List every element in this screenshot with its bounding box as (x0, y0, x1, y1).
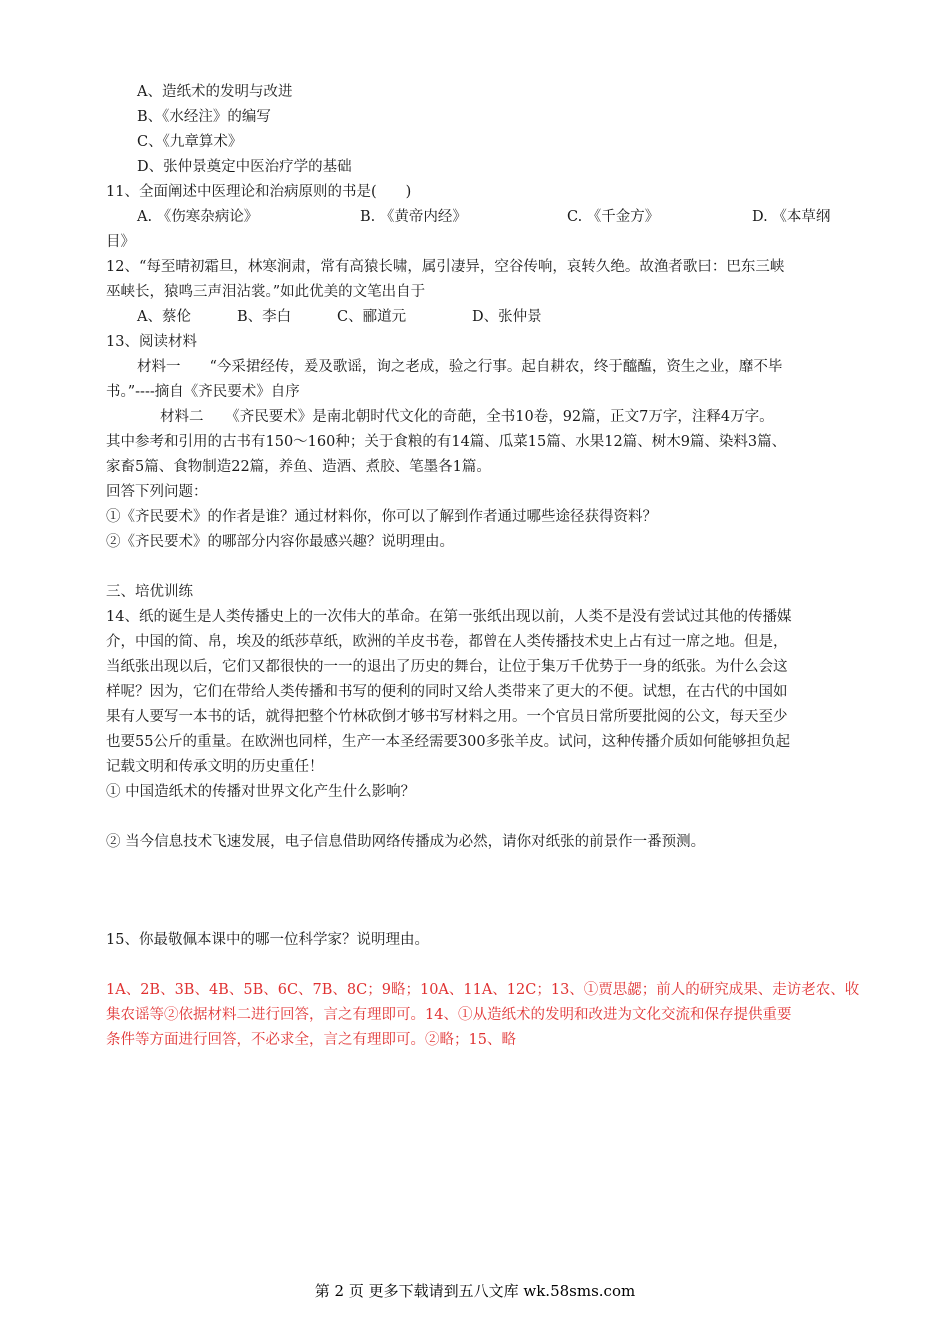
q14-line: 也要55公斤的重量。在欧洲也同样，生产一本圣经需要300多张羊皮。试问，这种传播介质如何能够担负起 (106, 734, 791, 750)
q14-line: 介，中国的简、帛，埃及的纸莎草纸，欧洲的羊皮书卷，都曾在人类传播技术史上占有过一席之地。但是， (106, 634, 788, 650)
q14-line: 样呢？因为，它们在带给人类传播和书写的便利的同时又给人类带来了更大的不便。试想，在古代的中国如 (106, 684, 788, 700)
q14-line: 记载文明和传承文明的历史重任！ (106, 759, 324, 775)
q12-line: 12、“每至晴初霜旦，林寒涧肃，常有高猿长啸，属引凄异，空谷传响，哀转久绝。故渔者歌曰：巴东三峡 (106, 259, 785, 275)
q12-option-d: D、张仲景 (472, 309, 542, 325)
q12-line: 巫峡长，猿鸣三声泪沾裳。”如此优美的文笔出自于 (106, 284, 426, 300)
q13-question-1: ①《齐民要术》的作者是谁？通过材料你，你可以了解到作者通过哪些途径获得资料？ (106, 509, 657, 525)
q10-option-c: C、《九章算术》 (137, 134, 243, 150)
q13-material1-line: 材料一 “今采捃经传，爰及歌谣，询之老成，验之行事。起自耕农，终于醯醢，资生之业，靡不毕 (137, 359, 783, 375)
q13-title: 13、阅读材料 (106, 334, 197, 350)
q14-line: 14、纸的诞生是人类传播史上的一次伟大的革命。在第一张纸出现以前，人类不是没有尝试过其他的传播媒 (106, 609, 792, 625)
q12-option-a: A、蔡伦 (137, 309, 191, 325)
q14-line: 当纸张出现以后，它们又都很快的一一的退出了历史的舞台，让位于集万千优势于一身的纸张。为什么会这 (106, 659, 788, 675)
q11-stem: 11、全面阐述中医理论和治病原则的书是( ) (106, 184, 412, 200)
q13-material2-line: 其中参考和引用的古书有150～160种；关于食粮的有14篇、瓜菜15篇、水果12篇、树木9篇、染料3篇、 (106, 434, 787, 450)
q13-material2-line: 家畜5篇、食物制造22篇，养鱼、造酒、煮胶、笔墨各1篇。 (106, 459, 491, 475)
q11-wrap: 目》 (106, 234, 135, 250)
q10-option-b: B、《水经注》的编写 (137, 109, 271, 125)
q11-option-b: B. 《黄帝内经》 (360, 209, 467, 225)
q14-question-2: ② 当今信息技术飞速发展，电子信息借助网络传播成为必然，请你对纸张的前景作一番预测。 (106, 834, 706, 850)
q13-question-2: ②《齐民要术》的哪部分内容你最感兴趣？说明理由。 (106, 534, 454, 550)
q11-option-c: C. 《千金方》 (567, 209, 660, 225)
answer-key-line: 1A、2B、3B、4B、5B、6C、7B、8C；9略；10A、11A、12C；13、①贾思勰；前人的研究成果、走访老农、收 (106, 982, 860, 998)
q12-options (137, 307, 897, 327)
q13-material1-line: 书。”----摘自《齐民要术》自序 (106, 384, 300, 400)
q10-option-d: D、张仲景奠定中医治疗学的基础 (137, 159, 352, 175)
page-footer: 第 2 页 更多下载请到五八文库 wk.58sms.com (314, 1282, 636, 1300)
q11-option-d: D. 《本草纲 (752, 209, 831, 225)
q12-option-c: C、郦道元 (337, 309, 407, 325)
section-heading: 三、培优训练 (106, 584, 193, 600)
q12-option-b: B、李白 (237, 309, 292, 325)
q11-options (137, 207, 897, 227)
q10-option-a: A、造纸术的发明与改进 (137, 84, 293, 100)
q15-question: 15、你最敬佩本课中的哪一位科学家？说明理由。 (106, 932, 429, 948)
q14-line: 果有人要写一本书的话，就得把整个竹林砍倒才够书写材料之用。一个官员日常所要批阅的公文，每天至少 (106, 709, 788, 725)
q13-prompt: 回答下列问题： (106, 484, 208, 500)
q11-option-a: A. 《伤寒杂病论》 (137, 209, 259, 225)
answer-key-line: 集农谣等②依据材料二进行回答，言之有理即可。14、①从造纸术的发明和改进为文化交流和保存提供重要 (106, 1007, 792, 1023)
answer-key-line: 条件等方面进行回答，不必求全，言之有理即可。②略；15、略 (106, 1032, 516, 1048)
q13-material2-line: 材料二 《齐民要术》是南北朝时代文化的奇葩，全书10卷，92篇，正文7万字，注释4万字。 (160, 409, 774, 425)
q14-question-1: ① 中国造纸术的传播对世界文化产生什么影响？ (106, 784, 416, 800)
